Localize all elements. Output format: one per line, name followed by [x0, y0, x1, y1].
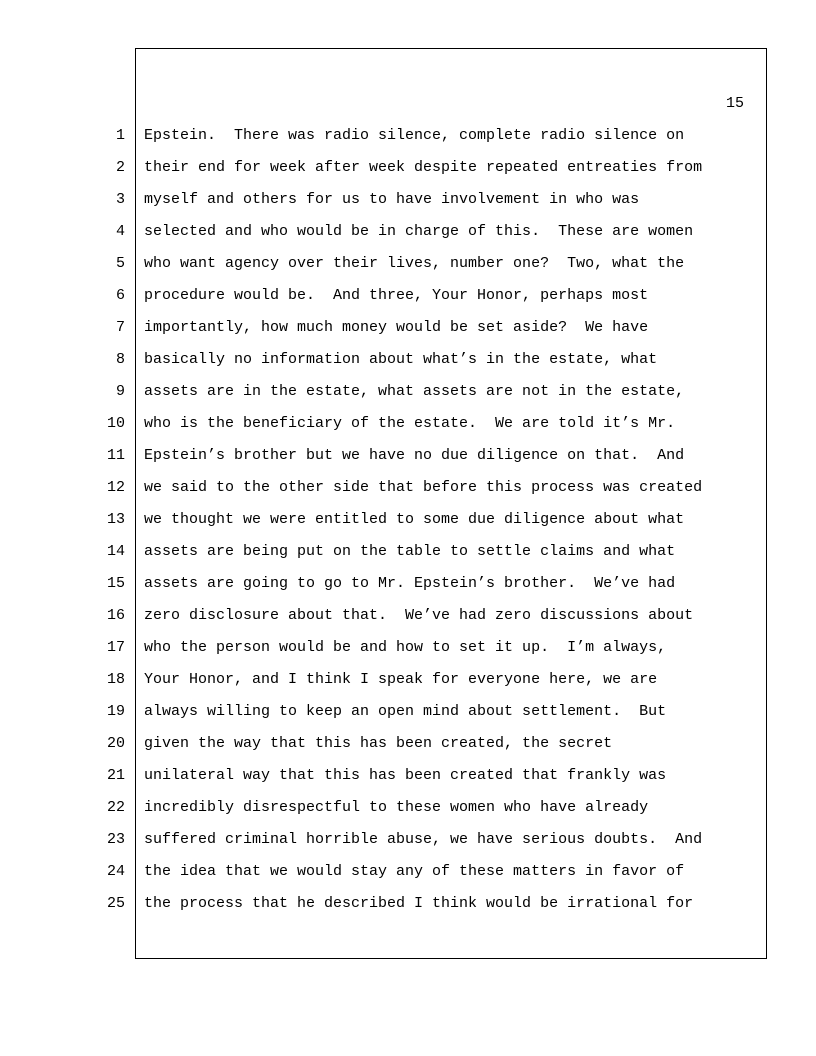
line-number: 25 [106, 895, 125, 912]
line-number: 24 [106, 863, 125, 880]
line-number: 18 [106, 671, 125, 688]
line-text: myself and others for us to have involvement in who was [144, 191, 640, 208]
line-text: who want agency over their lives, number one? Two, what the [144, 255, 685, 272]
line-text: we said to the other side that before this process was created [144, 479, 703, 496]
line-text: Your Honor, and I think I speak for everyone here, we are [144, 671, 658, 688]
transcript-line [0, 672, 816, 704]
transcript-line [0, 864, 816, 896]
transcript-line [0, 832, 816, 864]
line-number: 12 [106, 479, 125, 496]
transcript-line [0, 704, 816, 736]
transcript-line [0, 288, 816, 320]
line-number: 9 [115, 383, 125, 400]
line-number: 11 [106, 447, 125, 464]
line-text: selected and who would be in charge of this. These are women [144, 223, 694, 240]
line-number: 23 [106, 831, 125, 848]
line-number: 21 [106, 767, 125, 784]
line-text: the idea that we would stay any of these matters in favor of [144, 863, 685, 880]
line-number: 1 [115, 127, 125, 144]
line-text: importantly, how much money would be set aside? We have [144, 319, 649, 336]
line-text: the process that he described I think would be irrational for [144, 895, 694, 912]
line-number: 22 [106, 799, 125, 816]
line-text: assets are going to go to Mr. Epstein’s brother. We’ve had [144, 575, 676, 592]
line-number: 20 [106, 735, 125, 752]
line-number: 5 [115, 255, 125, 272]
transcript-lines [0, 128, 816, 928]
line-number: 2 [115, 159, 125, 176]
line-text: given the way that this has been created, the secret [144, 735, 613, 752]
transcript-line [0, 608, 816, 640]
line-text: zero disclosure about that. We’ve had zero discussions about [144, 607, 694, 624]
line-text: we thought we were entitled to some due diligence about what [144, 511, 685, 528]
transcript-line [0, 512, 816, 544]
line-text: assets are being put on the table to settle claims and what [144, 543, 676, 560]
line-text: assets are in the estate, what assets are not in the estate, [144, 383, 685, 400]
transcript-line [0, 128, 816, 160]
line-number: 6 [115, 287, 125, 304]
line-number: 15 [106, 575, 125, 592]
line-text: basically no information about what’s in the estate, what [144, 351, 658, 368]
line-number: 10 [106, 415, 125, 432]
line-text: unilateral way that this has been created that frankly was [144, 767, 667, 784]
page-number: 15 [725, 95, 744, 112]
transcript-line [0, 800, 816, 832]
line-text: Epstein’s brother but we have no due diligence on that. And [144, 447, 685, 464]
transcript-line [0, 736, 816, 768]
transcript-line [0, 192, 816, 224]
line-text: incredibly disrespectful to these women who have already [144, 799, 649, 816]
line-number: 3 [115, 191, 125, 208]
line-number: 16 [106, 607, 125, 624]
line-text: their end for week after week despite repeated entreaties from [144, 159, 703, 176]
transcript-line [0, 224, 816, 256]
line-text: always willing to keep an open mind about settlement. But [144, 703, 667, 720]
line-text: procedure would be. And three, Your Honor, perhaps most [144, 287, 649, 304]
line-text: who the person would be and how to set it up. I’m always, [144, 639, 667, 656]
line-text: suffered criminal horrible abuse, we have serious doubts. And [144, 831, 703, 848]
transcript-line [0, 576, 816, 608]
transcript-line [0, 160, 816, 192]
transcript-line [0, 256, 816, 288]
line-text: who is the beneficiary of the estate. We are told it’s Mr. [144, 415, 676, 432]
transcript-line [0, 352, 816, 384]
transcript-line [0, 416, 816, 448]
transcript-line [0, 768, 816, 800]
line-number: 8 [115, 351, 125, 368]
transcript-line [0, 544, 816, 576]
line-number: 13 [106, 511, 125, 528]
transcript-line [0, 640, 816, 672]
transcript-line [0, 448, 816, 480]
line-number: 14 [106, 543, 125, 560]
transcript-line [0, 384, 816, 416]
transcript-line [0, 896, 816, 928]
line-number: 4 [115, 223, 125, 240]
line-number: 7 [115, 319, 125, 336]
transcript-line [0, 480, 816, 512]
transcript-line [0, 320, 816, 352]
line-text: Epstein. There was radio silence, complete radio silence on [144, 127, 685, 144]
line-number: 17 [106, 639, 125, 656]
line-number: 19 [106, 703, 125, 720]
